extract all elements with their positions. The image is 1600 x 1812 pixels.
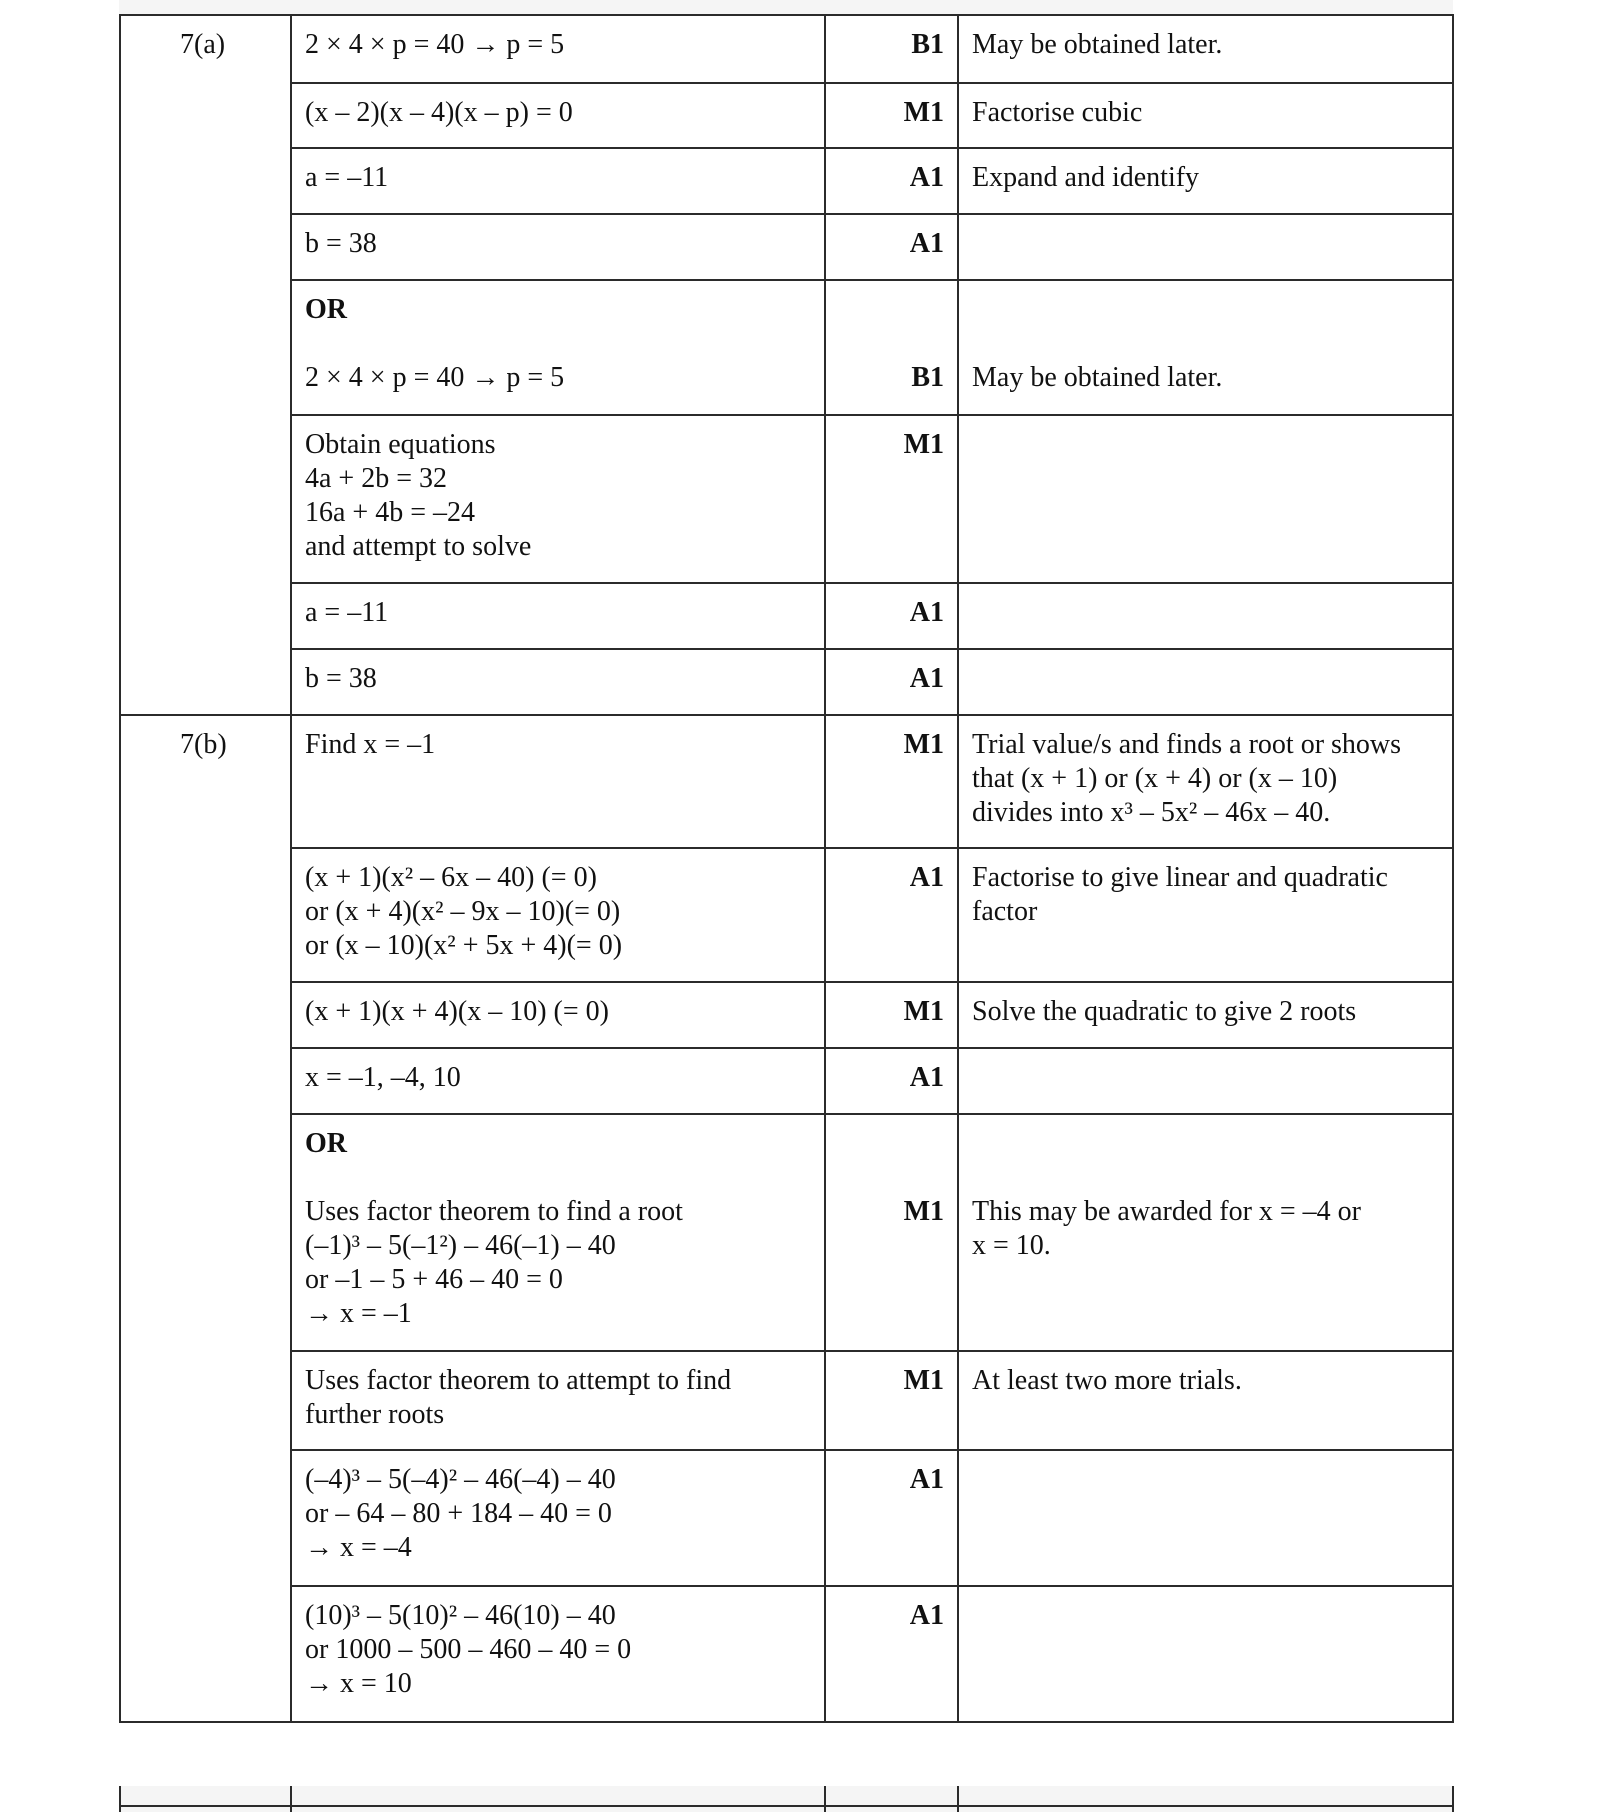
row-divider — [290, 1585, 1454, 1587]
answer-line: (10)³ – 5(10)² – 46(10) – 40 — [305, 1600, 616, 1631]
answer-line: or –1 – 5 + 46 – 40 = 0 — [305, 1264, 563, 1295]
answer-line: or (x – 10)(x² + 5x + 4)(= 0) — [305, 930, 623, 961]
answer-line: 2 × 4 × p = 40 → p = 5 — [305, 29, 565, 60]
guidance-note: that (x + 1) or (x + 4) or (x – 10) — [972, 763, 1338, 794]
mark-code: A1 — [909, 862, 944, 893]
guidance-note: Solve the quadratic to give 2 roots — [972, 996, 1357, 1027]
mark-code: A1 — [909, 162, 944, 193]
mark-code: M1 — [903, 429, 944, 460]
previous-table-edge — [119, 0, 1453, 14]
answer-line: (x + 1)(x + 4)(x – 10) (= 0) — [305, 996, 609, 1027]
answer-line: → x = –4 — [305, 1532, 412, 1563]
guidance-note: May be obtained later. — [972, 29, 1223, 60]
column-divider — [290, 14, 292, 1721]
row-divider — [119, 714, 1454, 716]
row-divider — [290, 1047, 1454, 1049]
row-divider — [290, 279, 1454, 281]
answer-line: 16a + 4b = –24 — [305, 497, 476, 528]
row-divider — [119, 14, 1454, 16]
answer-line: x = –1, –4, 10 — [305, 1062, 461, 1093]
mark-code: A1 — [909, 597, 944, 628]
answer-line: (x – 2)(x – 4)(x – p) = 0 — [305, 97, 573, 128]
answer-line: b = 38 — [305, 228, 377, 259]
guidance-note: May be obtained later. — [972, 362, 1223, 393]
row-divider — [290, 582, 1454, 584]
answer-line: (–1)³ – 5(–1²) – 46(–1) – 40 — [305, 1230, 616, 1261]
answer-line: → x = 10 — [305, 1668, 412, 1699]
column-divider — [824, 14, 826, 1721]
answer-line: or – 64 – 80 + 184 – 40 = 0 — [305, 1498, 612, 1529]
mark-code: A1 — [909, 1062, 944, 1093]
column-divider — [824, 1786, 826, 1812]
row-divider — [290, 1350, 1454, 1352]
answer-line: Uses factor theorem to attempt to find — [305, 1365, 732, 1396]
mark-code: M1 — [903, 1196, 944, 1227]
mark-code: A1 — [909, 1464, 944, 1495]
guidance-note: Expand and identify — [972, 162, 1200, 193]
mark-code: A1 — [909, 228, 944, 259]
column-divider — [957, 14, 959, 1721]
mark-code: M1 — [903, 97, 944, 128]
row-divider — [290, 414, 1454, 416]
guidance-note: Factorise cubic — [972, 97, 1143, 128]
row-divider — [290, 847, 1454, 849]
answer-line: 2 × 4 × p = 40 → p = 5 — [305, 362, 565, 393]
row-divider — [290, 1449, 1454, 1451]
answer-line: b = 38 — [305, 663, 377, 694]
answer-line: Obtain equations — [305, 429, 496, 460]
guidance-note: Trial value/s and finds a root or shows — [972, 729, 1402, 760]
answer-line: Find x = –1 — [305, 729, 436, 760]
mark-code: M1 — [903, 729, 944, 760]
next-table-edge — [119, 1786, 1453, 1812]
or-label: OR — [305, 1128, 347, 1159]
question-number: 7(a) — [180, 29, 226, 60]
guidance-note: divides into x³ – 5x² – 46x – 40. — [972, 797, 1331, 828]
column-divider — [119, 1786, 121, 1812]
answer-line: (–4)³ – 5(–4)² – 46(–4) – 40 — [305, 1464, 616, 1495]
question-number: 7(b) — [180, 729, 227, 760]
mark-code: M1 — [903, 996, 944, 1027]
answer-line: (x + 1)(x² – 6x – 40) (= 0) — [305, 862, 597, 893]
answer-line: or 1000 – 500 – 460 – 40 = 0 — [305, 1634, 632, 1665]
row-divider — [119, 1805, 1452, 1807]
mark-code: A1 — [909, 1600, 944, 1631]
answer-line: 4a + 2b = 32 — [305, 463, 448, 494]
answer-line: Uses factor theorem to find a root — [305, 1196, 683, 1227]
table-border-right — [1452, 14, 1454, 1721]
answer-line: a = –11 — [305, 597, 389, 628]
row-divider — [290, 981, 1454, 983]
answer-line: or (x + 4)(x² – 9x – 10)(= 0) — [305, 896, 621, 927]
column-divider — [957, 1786, 959, 1812]
answer-line: and attempt to solve — [305, 531, 532, 562]
mark-code: B1 — [911, 29, 944, 60]
answer-line: further roots — [305, 1399, 445, 1430]
or-label: OR — [305, 294, 347, 325]
table-border-left — [119, 14, 121, 1721]
answer-line: a = –11 — [305, 162, 389, 193]
column-divider — [290, 1786, 292, 1812]
row-divider — [119, 1721, 1454, 1723]
mark-code: B1 — [911, 362, 944, 393]
row-divider — [290, 82, 1454, 84]
row-divider — [290, 648, 1454, 650]
row-divider — [290, 1113, 1454, 1115]
mark-code: A1 — [909, 663, 944, 694]
guidance-note: At least two more trials. — [972, 1365, 1242, 1396]
row-divider — [290, 147, 1454, 149]
mark-code: M1 — [903, 1365, 944, 1396]
guidance-note: Factorise to give linear and quadratic — [972, 862, 1388, 893]
guidance-note: This may be awarded for x = –4 or — [972, 1196, 1362, 1227]
guidance-note: factor — [972, 896, 1038, 927]
answer-line: → x = –1 — [305, 1298, 412, 1329]
column-divider — [1452, 1786, 1454, 1812]
row-divider — [290, 213, 1454, 215]
guidance-note: x = 10. — [972, 1230, 1051, 1261]
